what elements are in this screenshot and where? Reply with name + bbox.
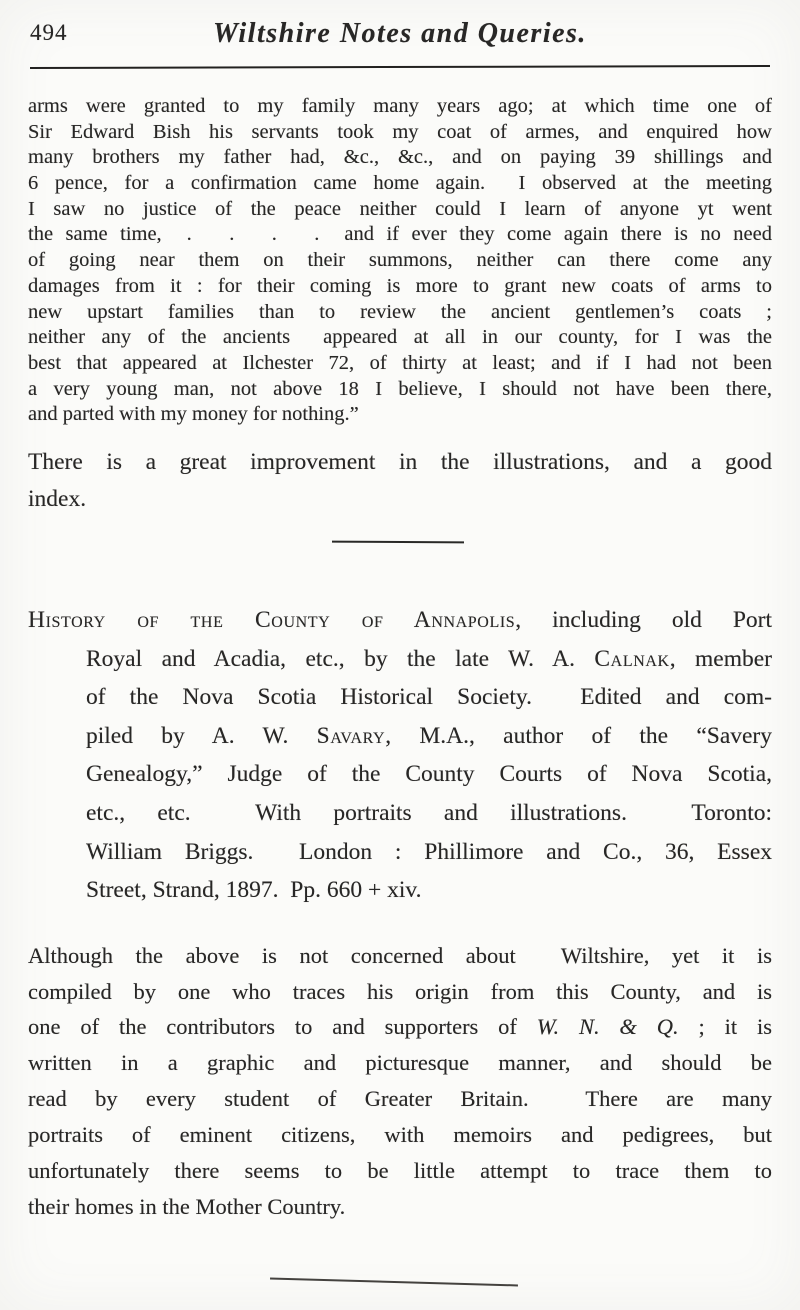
plain-text: , M.A., author of the “Savery [385,722,772,749]
text-line: written in a graphic and picturesque manner, and should be [28,1050,772,1076]
plain-text: , including old Port [515,606,772,633]
text-line: damages from it : for their coming is more to grant new coats of arms to [28,274,772,297]
review-paragraph [28,938,772,1225]
text-line [28,755,772,794]
text-line: of going near them on their summons, neither can there come any [28,249,772,272]
text-line: read by every student of Greater Britain. There are many [28,1086,772,1112]
comment-paragraph [28,444,772,518]
italic-text: W. N. & Q. [536,1014,679,1040]
page-header [0,0,800,60]
plain-text: ; it is [678,1014,772,1040]
text-line [28,794,772,833]
plain-text: Street, Strand, 1897. Pp. 660 + xiv. [86,877,422,904]
plain-text: piled by A. W. [86,722,317,749]
text-line: Sir Edward Bish his servants took my coat of armes, and enquired how [28,120,772,143]
text-line [28,1009,772,1045]
small-caps-text: Savary [316,722,386,749]
text-line [28,717,772,756]
text-line: a very young man, not above 18 I believe, I should not have been there, [28,377,772,400]
text-line: There is a great improvement in the illustrations, and a good [28,448,772,475]
text-line: the same time, . . . . and if ever they come again there is no need [28,223,772,246]
header-rule [30,65,770,69]
running-title: Wiltshire Notes and Queries. [213,18,587,49]
plain-text: William Briggs. London : Phillimore and Co., 36, Essex [86,838,772,865]
text-line [28,833,772,872]
text-line: Although the above is not concerned about Wiltshire, yet it is [28,942,772,968]
excerpt-paragraph [28,94,772,428]
small-caps-text: History of the County of Annapolis [28,606,516,633]
text-line: and parted with my money for nothing.” [28,403,359,426]
text-line [28,871,772,910]
small-caps-text: Calnak [594,645,670,672]
text-line [28,601,772,640]
text-line: arms were granted to my family many years ago; at which time one of [28,95,772,117]
review-entry [28,601,772,910]
plain-text: Genealogy,” Judge of the County Courts of Nova Scotia, [86,761,772,788]
plain-text: of the Nova Scotia Historical Society. Edited and com- [86,684,772,711]
plain-text: , member [669,645,772,672]
text-line: 6 pence, for a confirmation came home again. I observed at the meeting [28,172,772,195]
text-line: unfortunately there seems to be little attempt to trace them to [28,1158,772,1184]
text-line: many brothers my father had, &c., &c., and on paying 39 shillings and [28,146,772,169]
text-line: portraits of eminent citizens, with memoirs and pedigrees, but [28,1122,772,1148]
page-number: 494 [30,20,68,45]
section-divider [332,541,464,544]
text-line: neither any of the ancients appeared at all in our county, for I was the [28,326,772,349]
plain-text: etc., etc. With portraits and illustrations. Toronto: [86,799,772,826]
text-line [28,678,772,717]
text-line: new upstart families than to review the ancient gentlemen’s coats ; [28,300,772,323]
text-line: compiled by one who traces his origin from this County, and is [28,978,772,1004]
text-line: best that appeared at Ilchester 72, of thirty at least; and if I had not been [28,351,772,374]
footer-divider [270,1277,518,1286]
text-line: index. [28,485,87,512]
text-line: I saw no justice of the peace neither could I learn of anyone yt went [28,197,772,220]
text-line [28,640,772,679]
text-line: their homes in the Mother Country. [28,1193,346,1219]
plain-text: Royal and Acadia, etc., by the late W. A. [86,645,595,672]
plain-text: one of the contributors to and supporters of [28,1014,537,1040]
